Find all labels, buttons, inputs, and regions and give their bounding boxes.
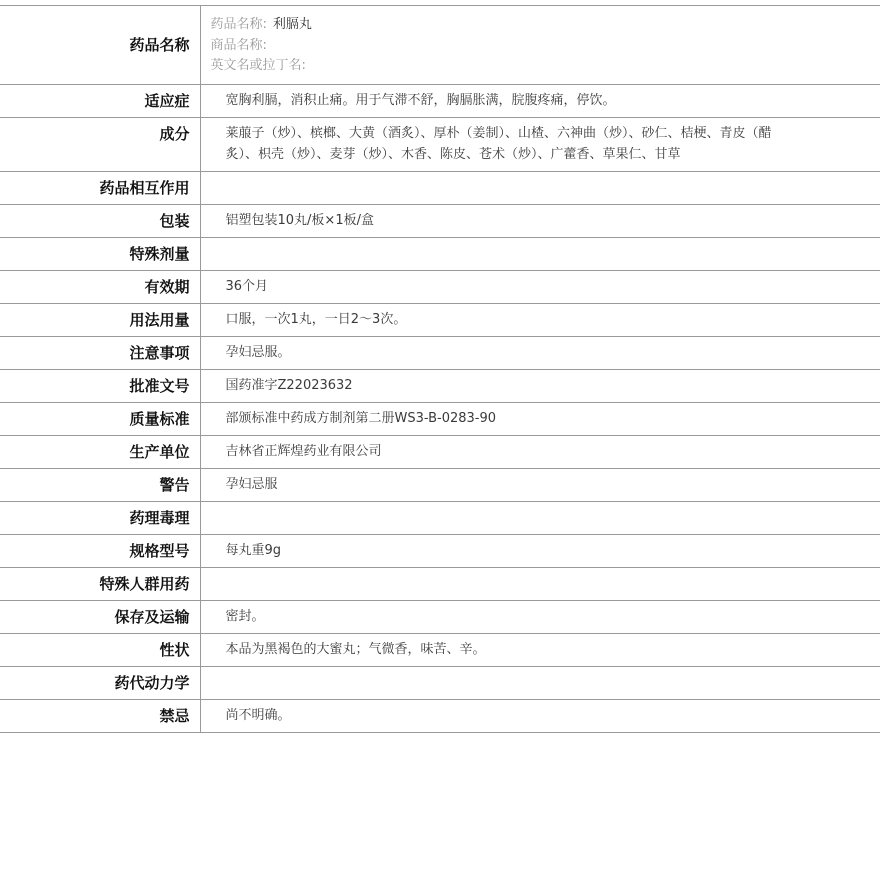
row-label: 包装 <box>0 205 200 238</box>
latin-name-line <box>211 56 791 77</box>
table-row-dosage <box>0 304 880 337</box>
table-row-shelf-life <box>0 271 880 304</box>
row-label: 禁忌 <box>0 700 200 733</box>
row-value <box>200 238 880 271</box>
table-row-approval-number <box>0 370 880 403</box>
drug-name-line <box>211 15 791 36</box>
row-label: 药品名称 <box>0 6 200 85</box>
row-value: 本品为黑褐色的大蜜丸；气微香，味苦、辛。 <box>200 634 880 667</box>
row-value <box>200 502 880 535</box>
row-value: 国药准字Z22023632 <box>200 370 880 403</box>
row-label: 特殊人群用药 <box>0 568 200 601</box>
row-label: 适应症 <box>0 85 200 118</box>
table-row-quality-standard <box>0 403 880 436</box>
table-row-indications <box>0 85 880 118</box>
trade-name-line <box>211 36 791 57</box>
row-label: 用法用量 <box>0 304 200 337</box>
table-row-precautions <box>0 337 880 370</box>
latin-name-key: 英文名或拉丁名: <box>210 58 306 73</box>
row-label: 质量标准 <box>0 403 200 436</box>
row-label: 注意事项 <box>0 337 200 370</box>
row-value: 密封。 <box>200 601 880 634</box>
table-row-storage <box>0 601 880 634</box>
row-label: 特殊剂量 <box>0 238 200 271</box>
table-row-ingredients <box>0 118 880 172</box>
table-row-packaging <box>0 205 880 238</box>
table-row-special-dosage <box>0 238 880 271</box>
row-value: 部颁标准中药成方制剂第二册WS3-B-0283-90 <box>200 403 880 436</box>
table-row-pharmacokinetics <box>0 667 880 700</box>
table-row-specification <box>0 535 880 568</box>
row-label: 生产单位 <box>0 436 200 469</box>
drug-name-value: 利膈丸 <box>272 17 312 32</box>
row-value: 孕妇忌服。 <box>200 337 880 370</box>
row-value: 铝塑包装10丸/板×1板/盒 <box>200 205 880 238</box>
row-value: 36个月 <box>200 271 880 304</box>
table-row-special-populations <box>0 568 880 601</box>
row-label: 药理毒理 <box>0 502 200 535</box>
row-value <box>200 568 880 601</box>
row-value: 宽胸利膈，消积止痛。用于气滞不舒，胸膈胀满，脘腹疼痛，停饮。 <box>200 85 880 118</box>
row-value: 口服，一次1丸，一日2～3次。 <box>200 304 880 337</box>
row-value: 孕妇忌服 <box>200 469 880 502</box>
row-label: 性状 <box>0 634 200 667</box>
row-label: 批准文号 <box>0 370 200 403</box>
table-row-pharmacology <box>0 502 880 535</box>
row-label: 保存及运输 <box>0 601 200 634</box>
row-value: 吉林省正辉煌药业有限公司 <box>200 436 880 469</box>
table-row-drug-name <box>0 6 880 85</box>
row-label: 成分 <box>0 118 200 172</box>
row-label: 警告 <box>0 469 200 502</box>
table-row-warning <box>0 469 880 502</box>
row-value <box>200 172 880 205</box>
row-value: 尚不明确。 <box>200 700 880 733</box>
drug-info-table <box>0 5 880 733</box>
table-row-interactions <box>0 172 880 205</box>
drug-name-fields <box>200 6 880 85</box>
row-value: 每丸重9g <box>200 535 880 568</box>
row-value <box>200 667 880 700</box>
row-label: 药代动力学 <box>0 667 200 700</box>
table-row-contraindications <box>0 700 880 733</box>
table-row-manufacturer <box>0 436 880 469</box>
row-label: 有效期 <box>0 271 200 304</box>
row-value: 莱菔子（炒）、槟榔、大黄（酒炙）、厚朴（姜制）、山楂、六神曲（炒）、砂仁、桔梗、青皮（醋炙）、枳壳（炒）、麦芽（炒）、木香、陈皮、苍术（炒）、广藿香、草果仁、甘草 <box>200 118 880 172</box>
row-label: 药品相互作用 <box>0 172 200 205</box>
trade-name-key: 商品名称: <box>210 37 267 53</box>
drug-name-key: 药品名称: <box>210 17 267 32</box>
row-label: 规格型号 <box>0 535 200 568</box>
table-row-description <box>0 634 880 667</box>
